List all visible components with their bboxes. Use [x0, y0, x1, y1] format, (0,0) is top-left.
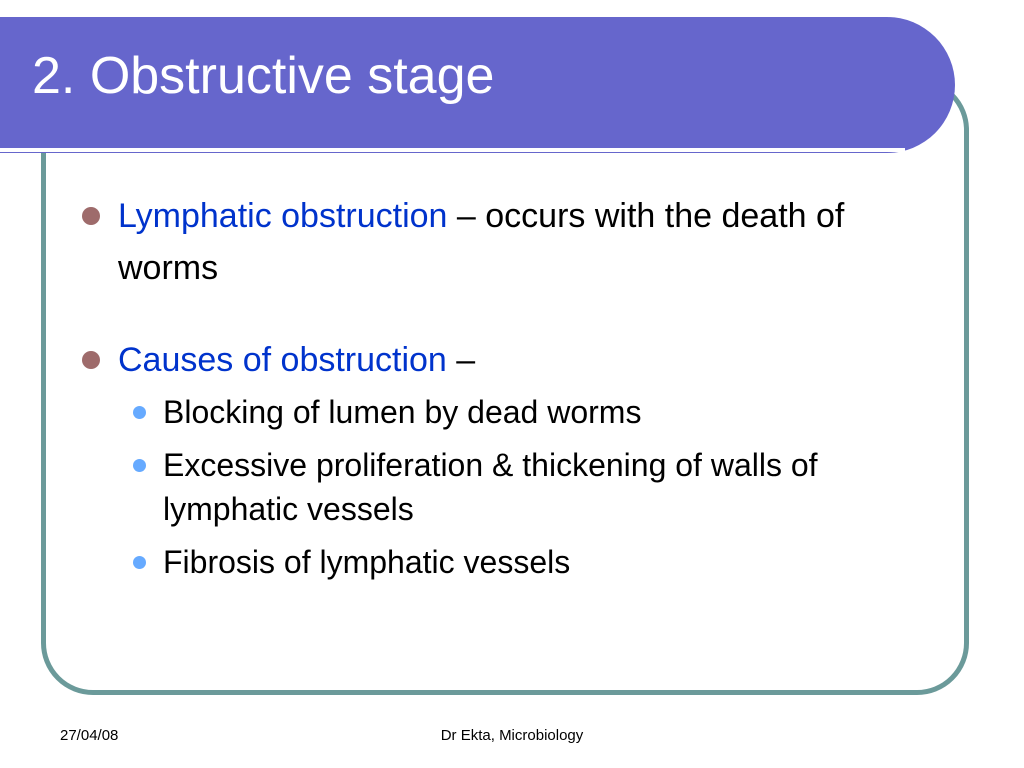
bullet-text: – occurs with the death of worms: [118, 197, 845, 287]
bullet-dot-icon: [82, 351, 100, 369]
sub-bullet-text: Blocking of lumen by dead worms: [163, 394, 642, 430]
sub-bullet-text: Fibrosis of lymphatic vessels: [163, 544, 571, 580]
sub-bullet-dot-icon: [133, 406, 146, 419]
sub-bullet-dot-icon: [133, 556, 146, 569]
bullet-text: –: [446, 341, 476, 379]
footer-date: 27/04/08: [60, 727, 119, 744]
bullet-list: [80, 190, 940, 593]
footer-author: Dr Ekta, Microbiology: [440, 727, 584, 744]
slide-title: 2. Obstructive stage: [32, 47, 495, 105]
sub-bullet-item: [118, 443, 940, 531]
bullet-lead: Causes of obstruction: [118, 341, 447, 379]
sub-bullet-list: [118, 390, 940, 584]
sub-bullet-text: Excessive proliferation & thickening of walls of lymphatic vessels: [163, 447, 818, 527]
bullet-item: [80, 334, 940, 584]
bullet-lead: Lymphatic obstruction: [118, 197, 448, 235]
title-underline: [0, 148, 905, 152]
bullet-item: [80, 190, 940, 294]
bullet-dot-icon: [82, 207, 100, 225]
sub-bullet-item: [118, 540, 940, 584]
sub-bullet-item: [118, 390, 940, 434]
sub-bullet-dot-icon: [133, 459, 146, 472]
